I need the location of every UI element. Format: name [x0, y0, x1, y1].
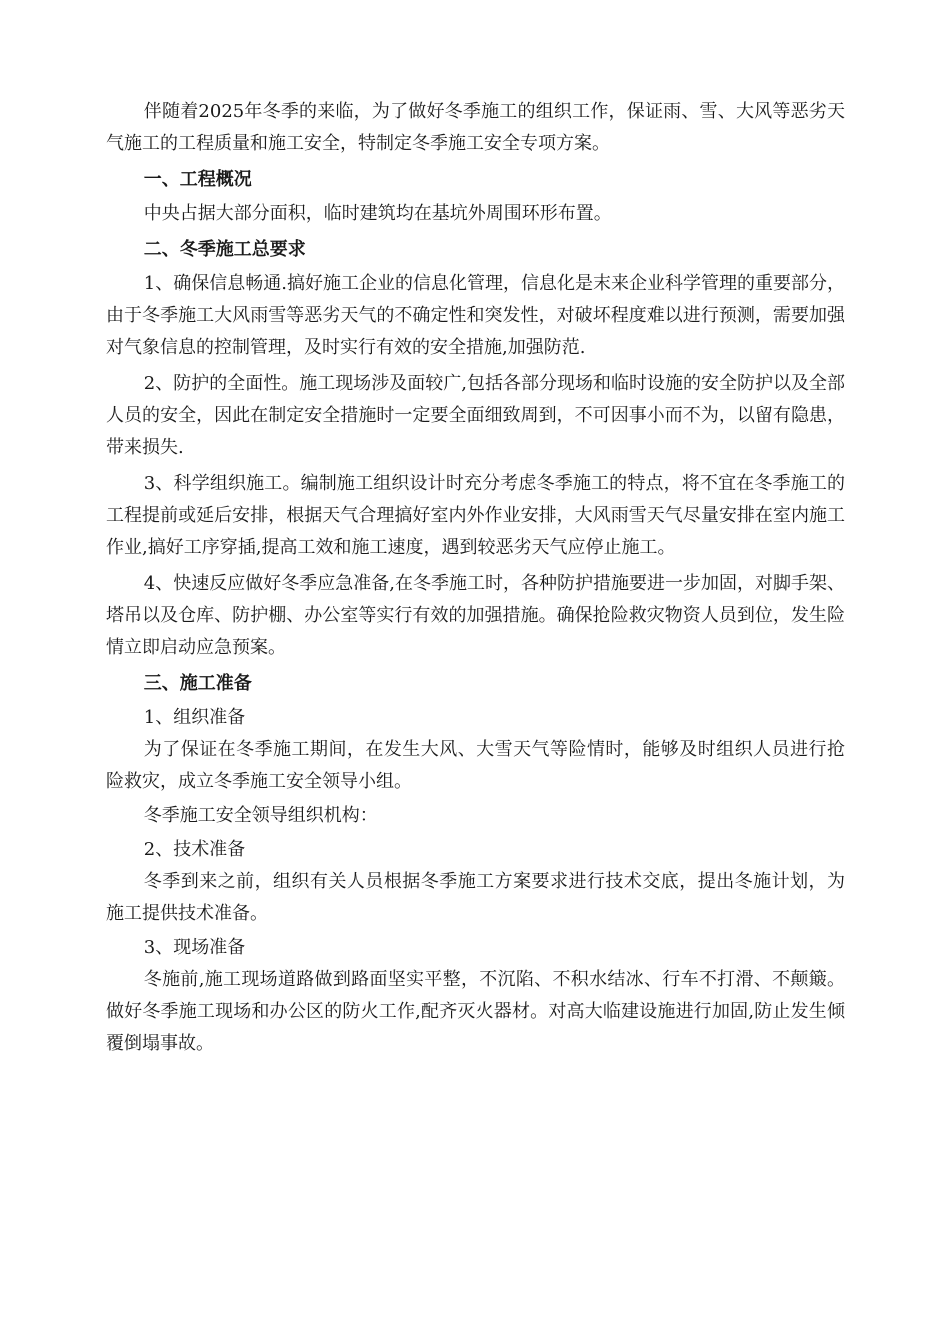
site-paragraph: 冬施前,施工现场道路做到路面坚实平整，不沉陷、不积水结冰、行车不打滑、不颠簸。做好冬季施工现场和办公区的防火工作,配齐灭火器材。对高大临建设施进行加固,防止发生倾覆倒塌事故。 [106, 969, 845, 1054]
organization-paragraph: 为了保证在冬季施工期间，在发生大风、大雪天气等险情时，能够及时组织人员进行抢险救灾，成立冬季施工安全领导小组。 [106, 739, 845, 792]
subsection-title-site: 3、现场准备 [143, 937, 246, 958]
section-heading-overview: 一、工程概况 [143, 169, 252, 190]
requirement-item-4: 4、快速反应做好冬季应急准备,在冬季施工时，各种防护措施要进一步加固，对脚手架、塔吊以及仓库、防护棚、办公室等实行有效的加强措施。确保抢险救灾物资人员到位，发生险情立即启动应急预案。 [106, 573, 845, 658]
organization-structure-label: 冬季施工安全领导组织机构： [143, 805, 378, 826]
technical-paragraph: 冬季到来之前，组织有关人员根据冬季施工方案要求进行技术交底，提出冬施计划，为施工提供技术准备。 [106, 871, 845, 924]
document-body [106, 96, 845, 1060]
subsection-title-technical: 2、技术准备 [143, 839, 246, 860]
requirement-item-2: 2、防护的全面性。施工现场涉及面较广,包括各部分现场和临时设施的安全防护以及全部人员的安全，因此在制定安全措施时一定要全面细致周到，不可因事小而不为，以留有隐患，带来损失. [106, 373, 845, 458]
requirement-item-3: 3、科学组织施工。编制施工组织设计时充分考虑冬季施工的特点，将不宜在冬季施工的工程提前或延后安排，根据天气合理搞好室内外作业安排，大风雨雪天气尽量安排在室内施工作业,搞好工序穿插,提高工效和施工速度，遇到较恶劣天气应停止施工。 [106, 473, 845, 558]
requirement-item-1: 1、确保信息畅通.搞好施工企业的信息化管理，信息化是末来企业科学管理的重要部分，由于冬季施工大风雨雪等恶劣天气的不确定性和突发性，对破坏程度难以进行预测，需要加强对气象信息的控制管理，及时实行有效的安全措施,加强防范. [106, 273, 845, 358]
section-heading-preparation: 三、施工准备 [143, 673, 252, 694]
subsection-title-organization: 1、组织准备 [143, 707, 246, 728]
overview-paragraph: 中央占据大部分面积，临时建筑均在基坑外周围环形布置。 [143, 203, 612, 224]
intro-paragraph: 伴随着2025年冬季的来临，为了做好冬季施工的组织工作，保证雨、雪、大风等恶劣天气施工的工程质量和施工安全，特制定冬季施工安全专项方案。 [106, 101, 845, 154]
section-heading-requirements: 二、冬季施工总要求 [143, 239, 306, 260]
